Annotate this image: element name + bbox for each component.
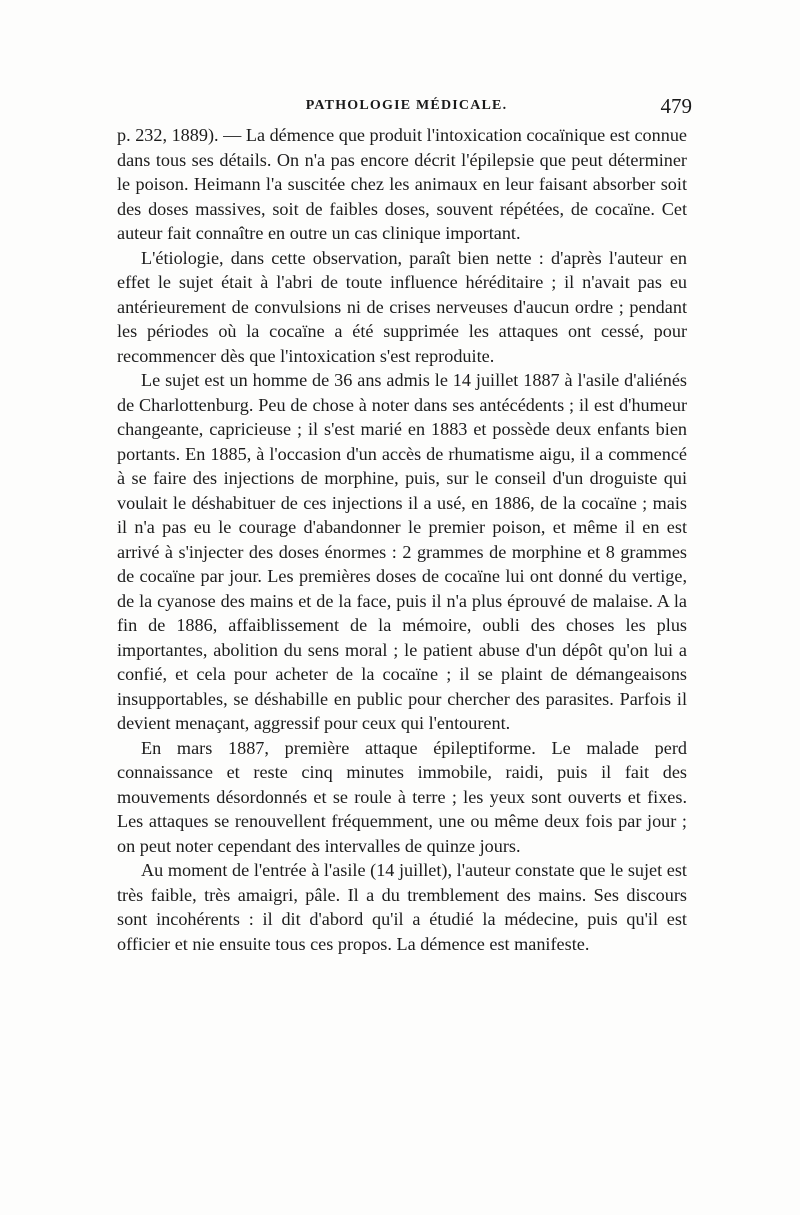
page-number: 479 bbox=[660, 94, 692, 118]
paragraph-admission: Au moment de l'entrée à l'asile (14 juillet), l'auteur constate que le sujet est très faible, très amaigri, pâle. Il a du tremblement des mains. Ses discours sont incohérents : il dit d'abord qu'il a étudié la médecine, puis qu'il est officier et nie ensuite tous ces propos. La démence est manifeste. bbox=[117, 860, 687, 954]
page-header bbox=[117, 94, 696, 124]
running-head: PATHOLOGIE MÉDICALE. bbox=[305, 98, 508, 113]
paragraph-continuation: p. 232, 1889). — La démence que produit l'intoxication cocaïnique est connue dans tous ses détails. On n'a pas encore décrit l'épilepsie que peut déterminer le poison. Heimann l'a suscitée chez les animaux en leur faisant absorber soit des doses massives, soit de faibles doses, souvent répétées, de cocaïne. Cet auteur fait connaître en outre un cas clinique important. bbox=[117, 125, 687, 243]
paragraph-first-attack: En mars 1887, première attaque épileptiforme. Le malade perd connaissance et reste cinq minutes immobile, raidi, puis il fait des mouvements désordonnés et se roule à terre ; les yeux sont ouverts et fixes. Les attaques se renouvellent fréquemment, une ou même deux fois par jour ; on peut noter cependant des intervalles de quinze jours. bbox=[117, 737, 687, 856]
paragraph-case-history: Le sujet est un homme de 36 ans admis le 14 juillet 1887 à l'asile d'aliénés de Charlottenburg. Peu de chose à noter dans ses antécédents ; il est d'humeur changeante, capricieuse ; il s'est marié en 1883 et possède deux enfants bien portants. En 1885, à l'occasion d'un accès de rhumatisme aigu, il a commencé à se faire des injections de morphine, puis, sur le conseil d'un droguiste qui voulait le déshabituer de ces injections il a usé, en 1886, de la cocaïne ; mais il n'a pas eu le courage d'abandonner le premier poison, et même il en est arrivé à s'injecter des doses énormes : 2 grammes de morphine et 8 grammes de cocaïne par jour. Les premières doses de cocaïne lui ont donné du vertige, de la cyanose des mains et de la face, puis il n'a plus éprouvé de malaise. A la fin de 1886, affaiblissement de la mémoire, oubli des choses les plus importantes, abolition du sens moral ; le patient abuse d'un dépôt qu'on lui a confié, et cela pour acheter de la cocaïne ; il se plaint de démangeaisons insupportables, se déshabille en public pour chercher des parasites. Parfois il devient menaçant, aggressif pour ceux qui l'entourent. bbox=[117, 370, 687, 733]
body-text bbox=[117, 123, 687, 956]
paragraph-etiology: L'étiologie, dans cette observation, paraît bien nette : d'après l'auteur en effet le sujet était à l'abri de toute influence héréditaire ; il n'avait pas eu antérieurement de convulsions ni de crises nerveuses d'aucun ordre ; pendant les périodes où la cocaïne a été supprimée les attaques ont cessé, pour recommencer dès que l'intoxication s'est reproduite. bbox=[117, 247, 687, 366]
